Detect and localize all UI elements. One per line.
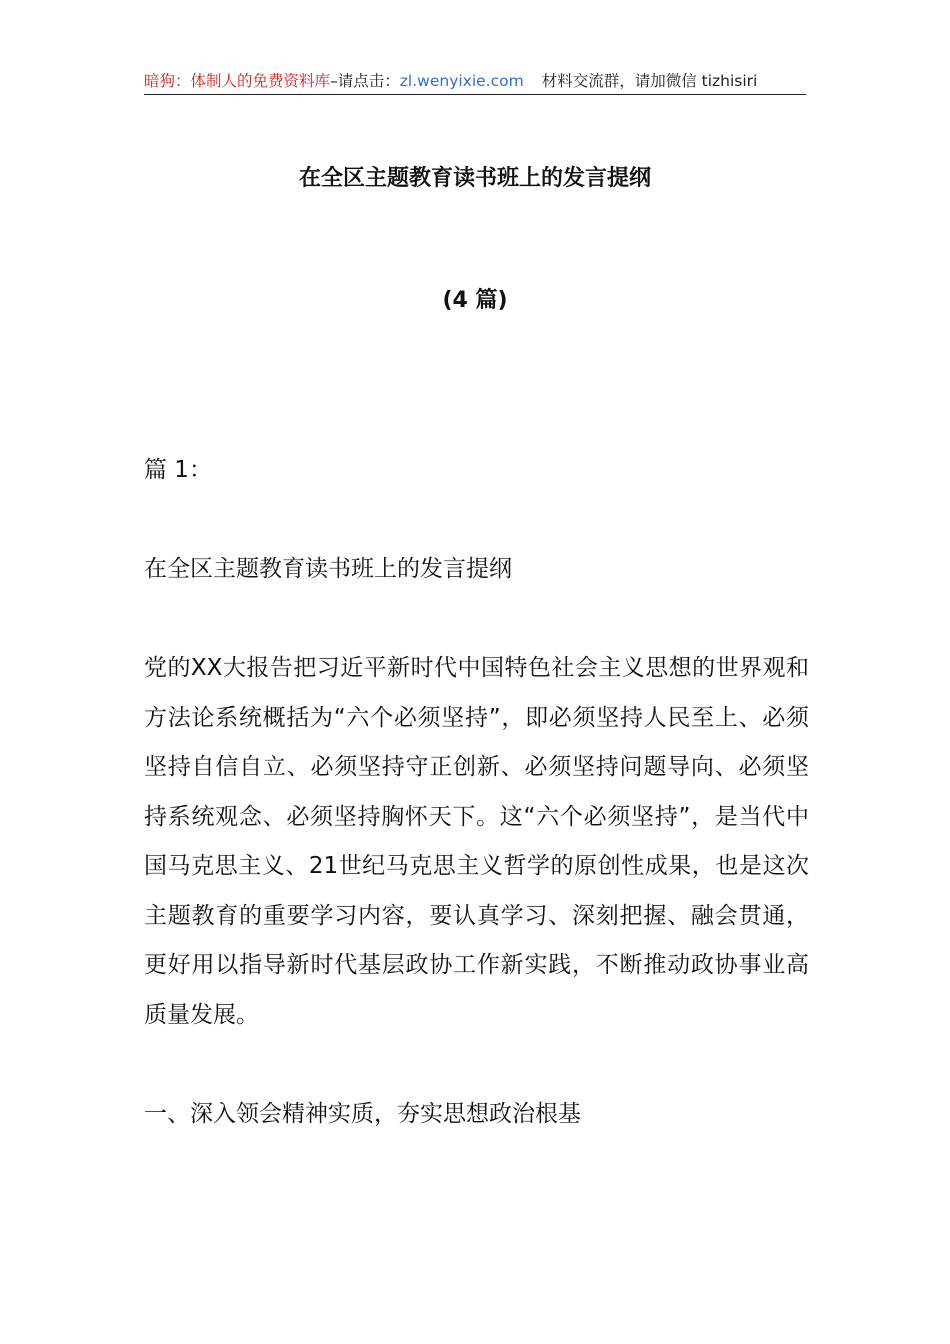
header-contact: 材料交流群，请加微信 tizhisiri [541, 72, 758, 90]
header-url-link[interactable]: zl.wenyixie.com [399, 72, 524, 90]
section-heading: 在全区主题教育读书班上的发言提纲 [144, 556, 512, 582]
body-paragraph: 党的XX大报告把习近平新时代中国特色社会主义思想的世界观和方法论系统概括为“六个必须坚持”，即必须坚持人民至上、必须坚持自信自立、必须坚持守正创新、必须坚持问题导向、必须坚持系统观念、必须坚持胸怀天下。这“六个必须坚持”，是当代中国马克思主义、21世纪马克思主义哲学的原创性成果，也是这次主题教育的重要学习内容，要认真学习、深刻把握、融会贯通，更好用以指导新时代基层政协工作新实践，不断推动政协事业高质量发展。 [144, 655, 809, 1028]
page-header [144, 68, 806, 95]
section-title: 一、深入领会精神实质，夯实思想政治根基 [144, 1101, 581, 1127]
header-click-prompt: –请点击： [330, 72, 400, 90]
document-subtitle: (4 篇) [442, 288, 508, 313]
header-brand: 暗狗：体制人的免费资料库 [144, 72, 331, 90]
chapter-label: 篇 1： [144, 457, 212, 483]
document-title: 在全区主题教育读书班上的发言提纲 [298, 166, 651, 191]
